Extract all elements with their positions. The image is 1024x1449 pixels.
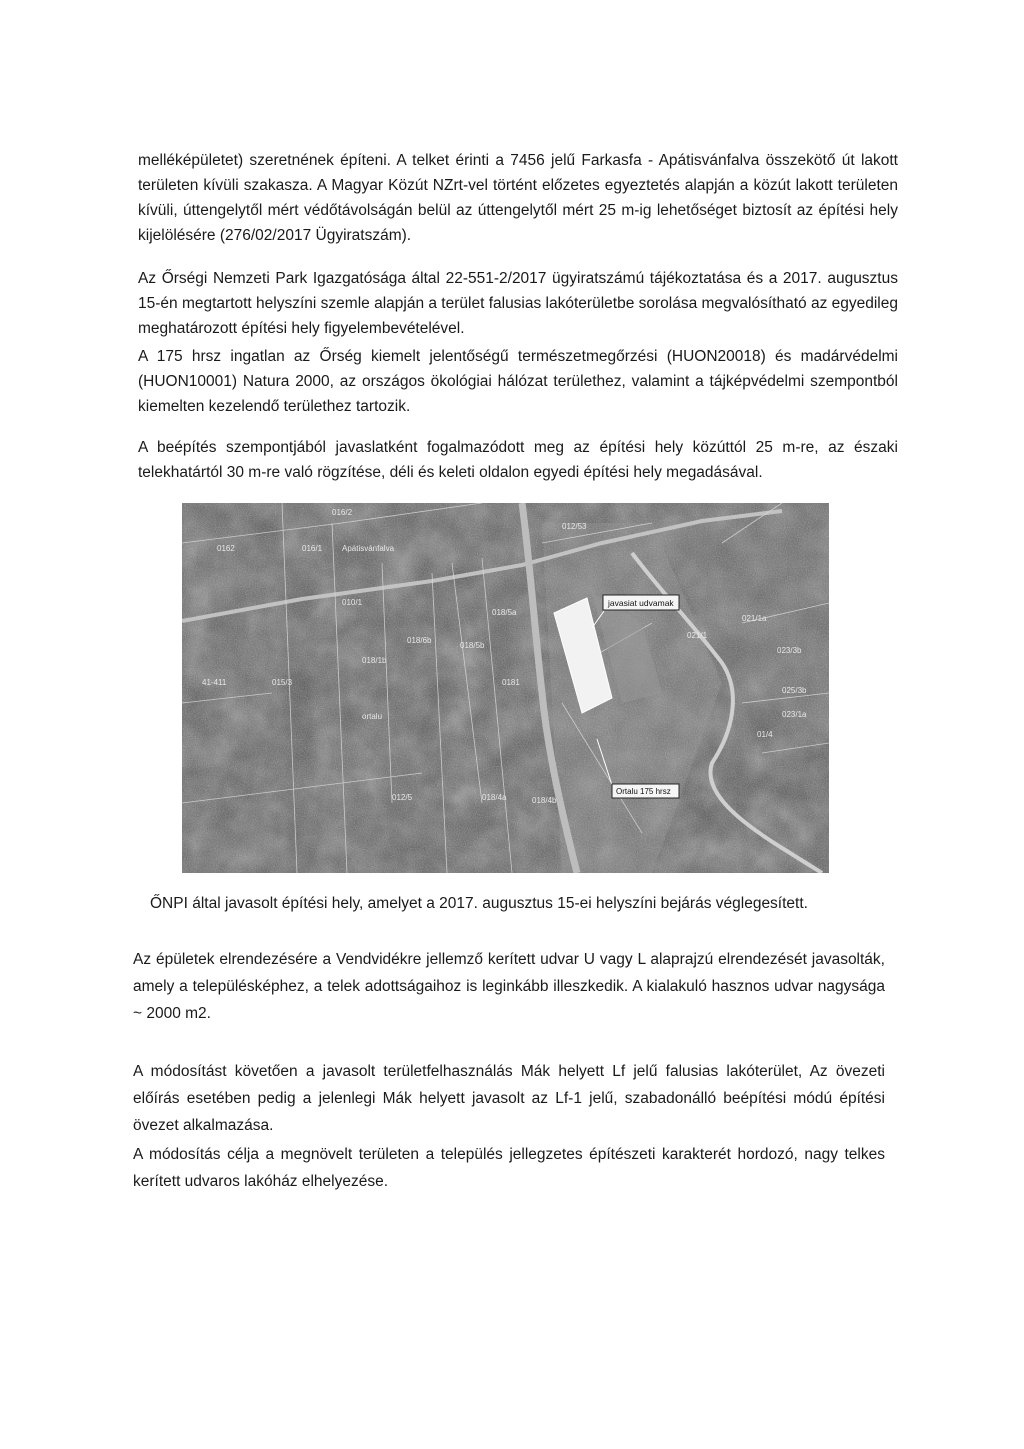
parcel-label: 015/3 [272,678,293,687]
parcel-label: 018/1b [362,656,387,665]
parcel-label: 0162 [217,544,235,553]
parcel-label: 021/1a [742,614,767,623]
paragraph-natura-2000: A 175 hrsz ingatlan az Őrség kiemelt jelentőségű természetmegőrzési (HUON20018) és madárvédelmi (HUON10001) Natura 2000, az országos ökológiai hálózat területhez, valamint a tájképvédelmi szempontból kiemelten kezelendő területhez tartozik. [138,348,898,415]
paragraph-building-proposal: A beépítés szempontjából javaslatként fogalmazódott meg az építési hely közúttól 25 m-re, az északi telekhatártól 30 m-re való rögzítése, déli és keleti oldalon egyedi építési hely megadásával. [138,439,898,481]
parcel-label: 023/1a [782,710,807,719]
parcel-label: Apátisvánfalva [342,544,395,553]
parcel-label: 012/5 [392,793,413,802]
paragraph-courtyard-layout: Az épületek elrendezésére a Vendvidékre jellemző kerített udvar U vagy L alaprajzú elrendezését javasolták, amely a településképhez, a telek adottságaihoz is leginkább illeszkedik. A kialakuló hasznos udvar nagysága ~ 2000 m2. [133,951,885,1022]
parcel-label: 01/4 [757,730,773,739]
parcel-label: 016/1 [302,544,323,553]
parcel-label: 012/53 [562,522,587,531]
parcel-label: 018/4a [482,793,507,802]
parcel-label: 018/5b [460,641,485,650]
paragraph-road-distance: melléképületet) szeretnének építeni. A telket érinti a 7456 jelű Farkasfa - Apátisvánfalva összekötő út lakott területen kívüli szakasza. A Magyar Közút NZrt-vel történt előzetes egyeztetés alapján a közút lakott területen kívüli, úttengelytől mért védőtávolságán belül az úttengelytől mért 25 m-ig lehetőséget biztosít az építési hely kijelölésére (276/02/2017 Ügyiratszám). [138,152,898,244]
callout-parcel-label: Ortalu 175 hrsz [616,787,671,796]
paragraph-modification-goal: A módosítás célja a megnövelt területen a település jellegzetes építészeti karakterét hordozó, nagy telkes kerített udvaros lakóház elhelyezése. [133,1146,885,1190]
parcel-label: 025/3b [782,686,807,695]
parcel-label: 018/6b [407,636,432,645]
paragraph-zoning-change: A módosítást követően a javasolt területfelhasználás Mák helyett Lf jelű falusias lakóterület, Az övezeti előírás esetében pedig a jelenlegi Mák helyett javasolt az Lf-1 jelű, szabadonálló beépítési módú építési övezet alkalmazása. [133,1063,885,1134]
parcel-label: 018/5a [492,608,517,617]
aerial-map-drawing [182,503,829,873]
parcel-label: 010/1 [342,598,363,607]
parcel-label: ortalu [362,712,383,721]
map-caption: ŐNPI által javasolt építési hely, amelyet a 2017. augusztus 15-ei helyszíni bejárás véglegesített. [150,895,808,912]
parcel-label: 021/1 [687,631,708,640]
parcel-label: 018/4b [532,796,557,805]
parcel-label: 41-411 [202,678,227,687]
paragraph-national-park: Az Őrségi Nemzeti Park Igazgatósága által 22-551-2/2017 ügyiratszámú tájékoztatása és a 2017. augusztus 15-én megtartott helyszíni szemle alapján a terület falusias lakóterületbe sorolása megvalósítható az egyedileg meghatározott építési hely figyelembevételével. [138,270,898,337]
parcel-label: 016/2 [332,508,353,517]
aerial-map-image [182,503,829,873]
callout-proposed-label: javasiat udvamak [608,598,674,608]
parcel-label: 0181 [502,678,520,687]
parcel-label: 023/3b [777,646,802,655]
